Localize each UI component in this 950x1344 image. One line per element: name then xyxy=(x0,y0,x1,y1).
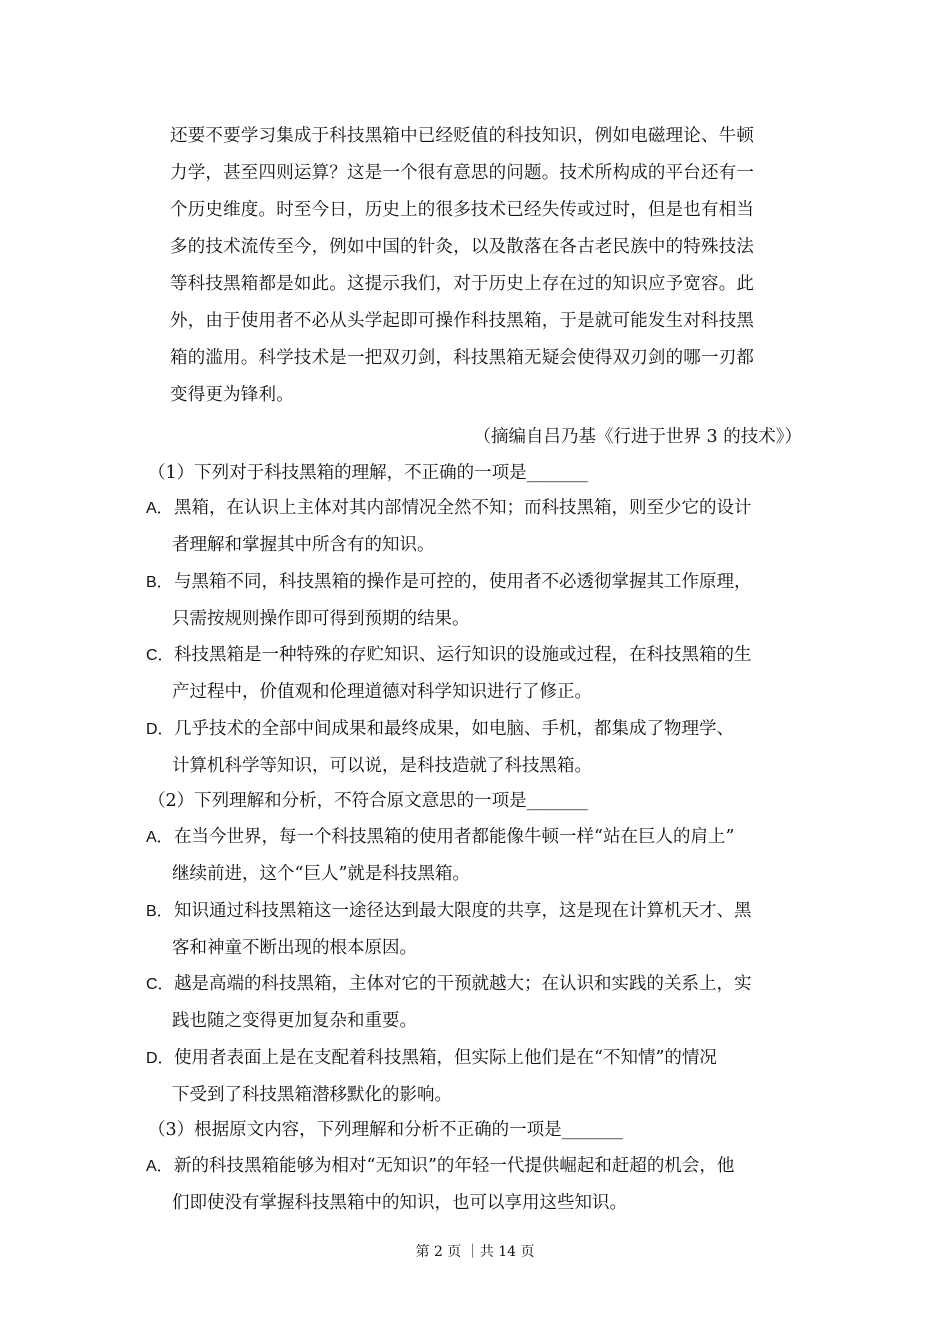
passage-line: 个历史维度。时至今日，历史上的很多技术已经失传或过时，但是也有相当 xyxy=(170,200,755,220)
option-text: 新的科技黑箱能够为相对“无知识”的年轻一代提供崛起和赶超的机会，他 xyxy=(174,1156,735,1176)
passage-line: 箱的滥用。科学技术是一把双刃剑，科技黑箱无疑会使得双刃剑的哪一刃都 xyxy=(170,348,755,368)
passage-line: 外，由于使用者不必从头学起即可操作科技黑箱，于是就可能发生对科技黑 xyxy=(170,311,755,331)
passage-line: 力学，甚至四则运算？这是一个很有意思的问题。技术所构成的平台还有一 xyxy=(170,163,755,183)
passage-source: （摘编自吕乃基《行进于世界 3 的技术》） xyxy=(473,427,802,447)
option-letter: A． xyxy=(146,500,173,517)
passage-line: 多的技术流传至今，例如中国的针灸，以及散落在各古老民族中的特殊技法 xyxy=(170,237,755,257)
passage-paragraph xyxy=(170,118,810,414)
question-2-option-d xyxy=(146,1040,810,1114)
question-2-option-c xyxy=(146,966,810,1040)
question-1-option-d xyxy=(146,711,810,785)
passage-line: 等科技黑箱都是如此。这提示我们，对于历史上存在过的知识应予宽容。此 xyxy=(170,274,755,294)
question-1-option-b xyxy=(146,564,810,638)
question-2-stem: （2）下列理解和分析，不符合原文意思的一项是_______ xyxy=(148,791,588,811)
option-letter: B． xyxy=(146,574,173,591)
option-text-continued: 践也随之变得更加复杂和重要。 xyxy=(172,1011,417,1031)
option-text-continued: 计算机科学等知识，可以说，是科技造就了科技黑箱。 xyxy=(172,756,592,776)
passage-line: 还要不要学习集成于科技黑箱中已经贬值的科技知识，例如电磁理论、牛顿 xyxy=(170,126,755,146)
option-text: 知识通过科技黑箱这一途径达到最大限度的共享，这是现在计算机天才、黑 xyxy=(174,901,752,921)
passage-line: 变得更为锋利。 xyxy=(170,385,294,405)
question-2-option-b xyxy=(146,893,810,967)
option-text-continued: 继续前进，这个“巨人”就是科技黑箱。 xyxy=(172,864,470,884)
option-text: 科技黑箱是一种特殊的存贮知识、运行知识的设施或过程，在科技黑箱的生 xyxy=(174,645,752,665)
option-text: 与黑箱不同，科技黑箱的操作是可控的，使用者不必透彻掌握其工作原理， xyxy=(174,572,752,592)
option-text: 黑箱，在认识上主体对其内部情况全然不知；而科技黑箱，则至少它的设计 xyxy=(174,498,752,518)
question-1-option-c xyxy=(146,637,810,711)
option-text: 越是高端的科技黑箱，主体对它的干预就越大；在认识和实践的关系上，实 xyxy=(174,974,752,994)
option-text-continued: 只需按规则操作即可得到预期的结果。 xyxy=(172,609,470,629)
option-letter: C． xyxy=(146,647,174,664)
option-text-continued: 者理解和掌握其中所含有的知识。 xyxy=(172,535,435,555)
option-text-continued: 们即使没有掌握科技黑箱中的知识，也可以享用这些知识。 xyxy=(172,1193,627,1213)
question-1-option-a xyxy=(146,490,810,564)
option-text: 几乎技术的全部中间成果和最终成果，如电脑、手机，都集成了物理学、 xyxy=(174,719,734,739)
option-letter: D． xyxy=(146,1050,174,1067)
page-footer: 第 2 页 ｜共 14 页 xyxy=(415,1244,535,1260)
option-text-continued: 下受到了科技黑箱潜移默化的影响。 xyxy=(172,1085,452,1105)
option-text-continued: 客和神童不断出现的根本原因。 xyxy=(172,938,417,958)
option-letter: C． xyxy=(146,976,174,993)
option-letter: B． xyxy=(146,903,173,920)
question-3-stem: （3）根据原文内容，下列理解和分析不正确的一项是_______ xyxy=(148,1120,623,1140)
option-letter: A． xyxy=(146,1158,173,1175)
option-letter: D． xyxy=(146,721,174,738)
option-text-continued: 产过程中，价值观和伦理道德对科学知识进行了修正。 xyxy=(172,682,592,702)
option-letter: A． xyxy=(146,829,173,846)
question-1-stem: （1）下列对于科技黑箱的理解，不正确的一项是_______ xyxy=(148,463,588,483)
option-text: 在当今世界，每一个科技黑箱的使用者都能像牛顿一样“站在巨人的肩上” xyxy=(174,827,735,847)
question-2-option-a xyxy=(146,819,810,893)
option-text: 使用者表面上是在支配着科技黑箱，但实际上他们是在“不知情”的情况 xyxy=(174,1048,717,1068)
question-3-option-a xyxy=(146,1148,810,1222)
